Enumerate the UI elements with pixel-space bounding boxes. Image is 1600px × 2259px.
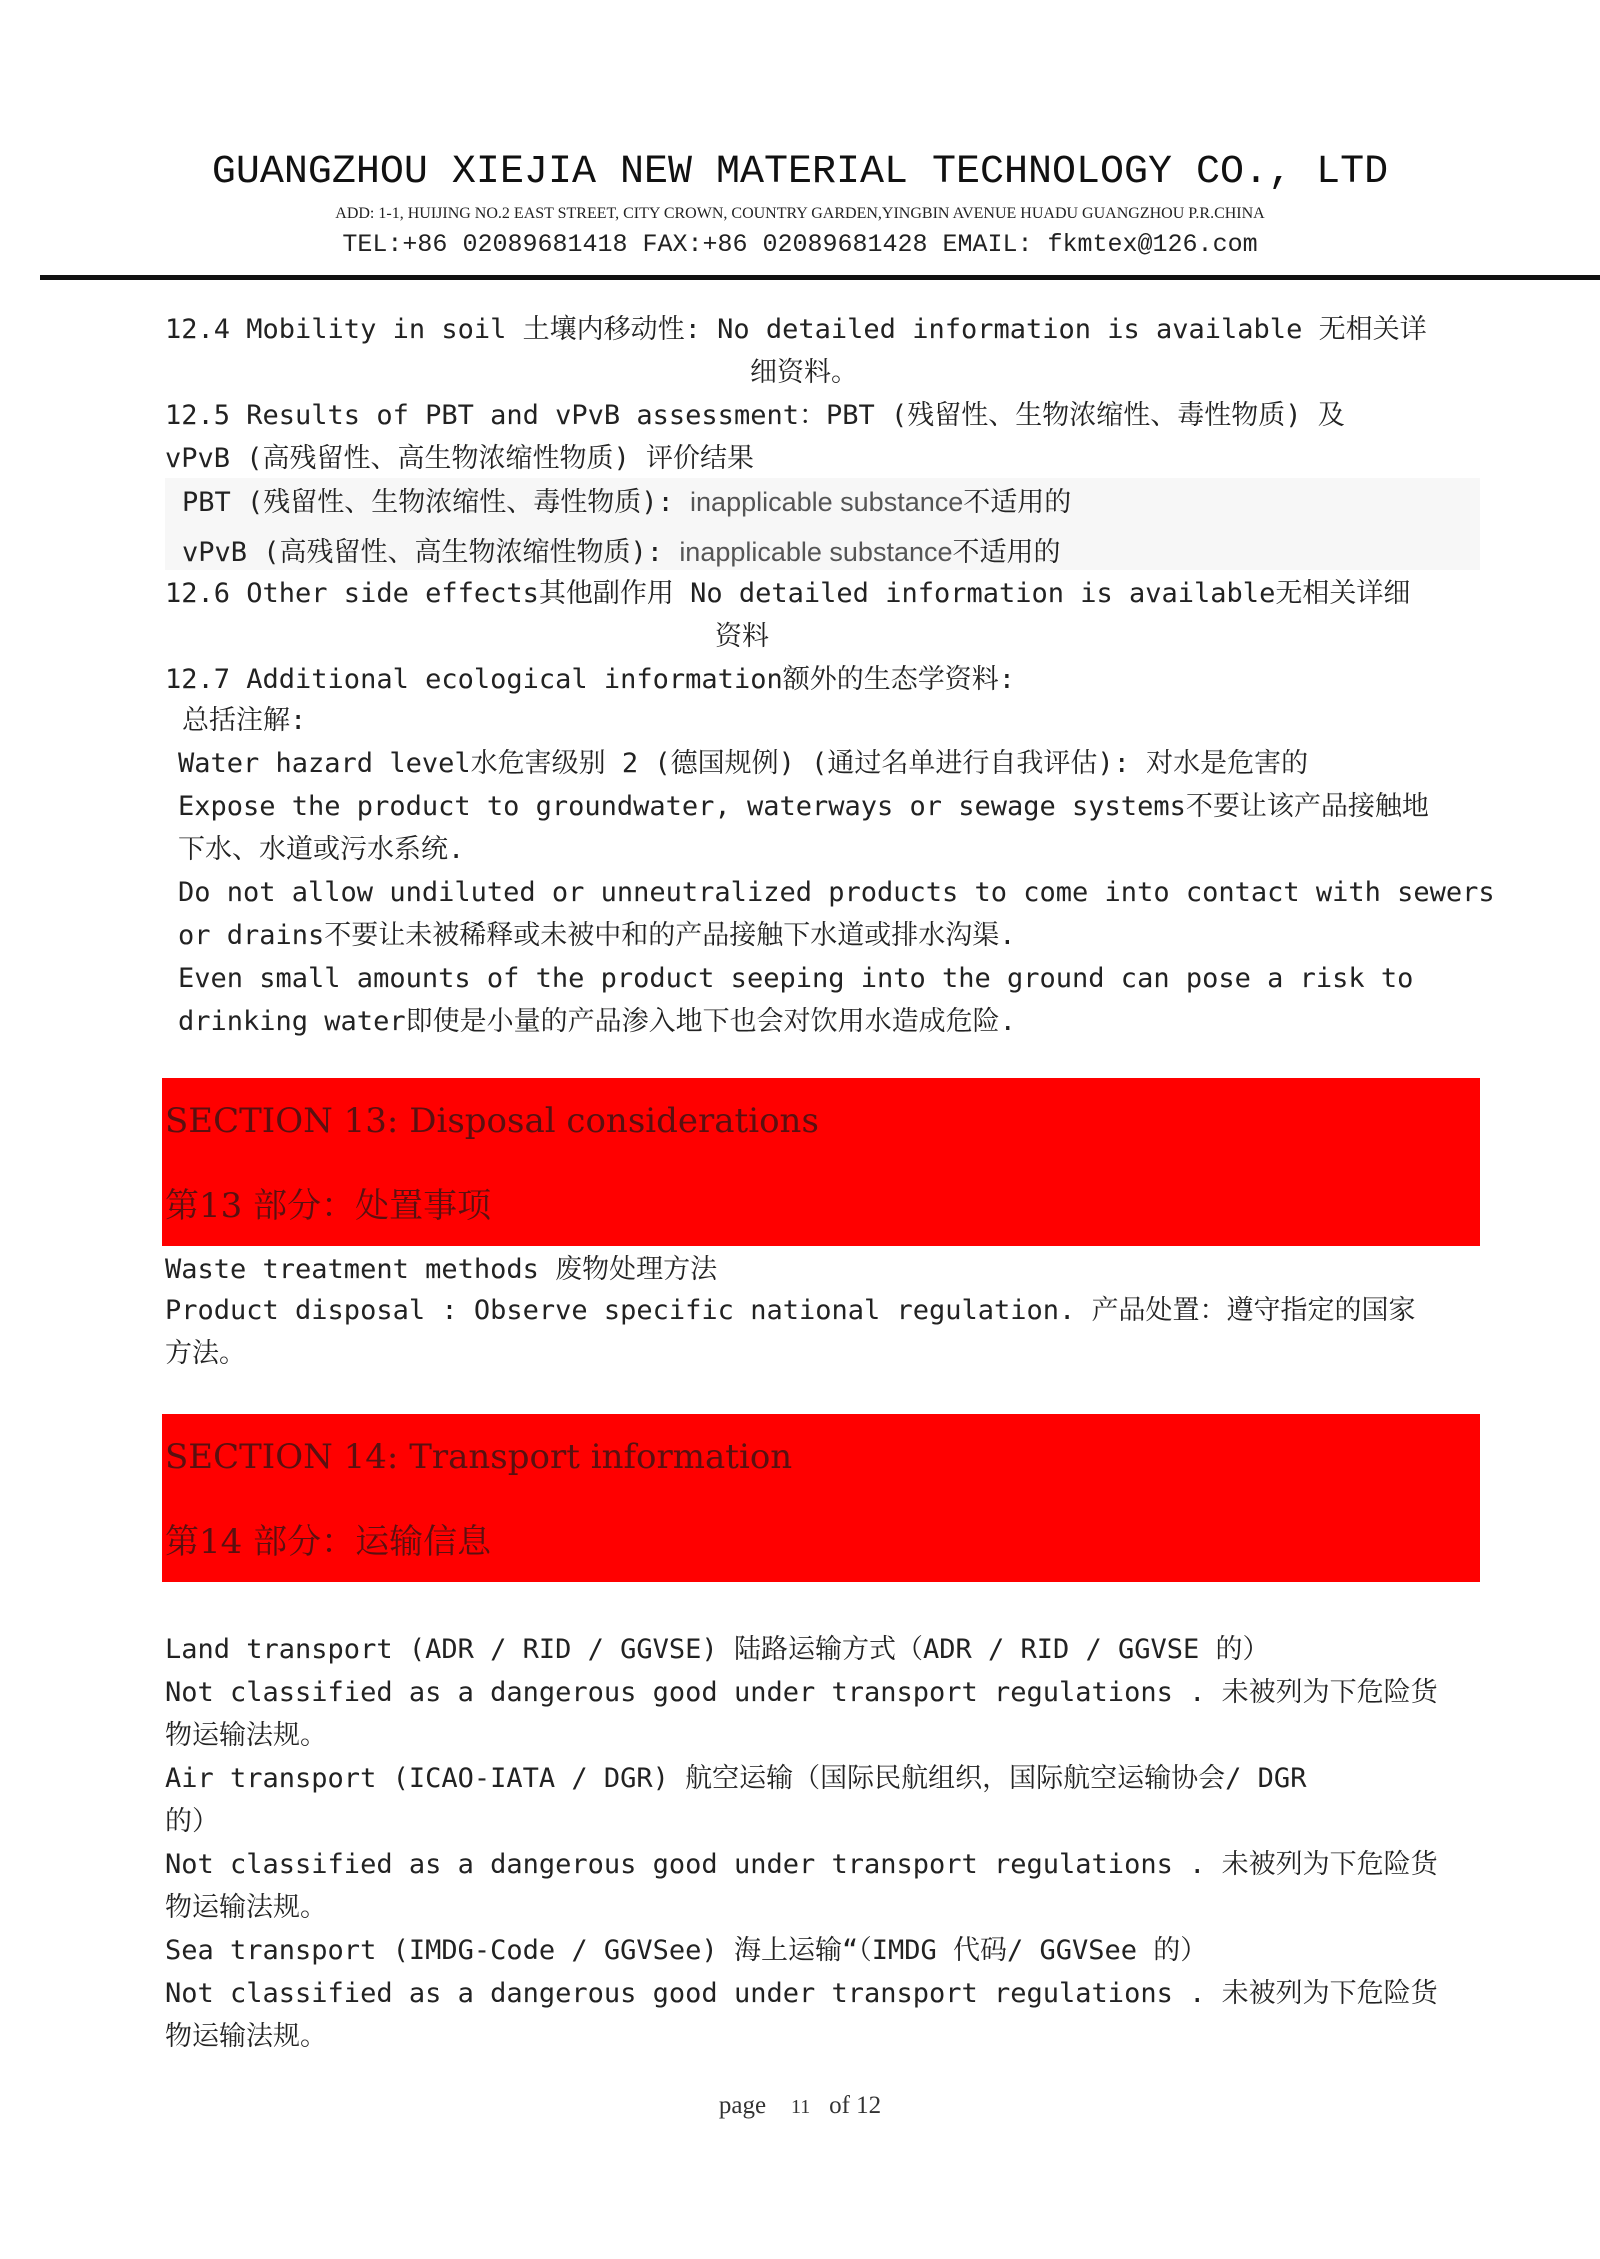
pbt-result-label: PBT (残留性、生物浓缩性、毒性物质): [182, 487, 691, 518]
page-number: 11 [791, 2096, 811, 2118]
air-not-classified-line-2: 物运输法规。 [165, 1892, 327, 1923]
pbt-result-cn: 不适用的 [963, 487, 1072, 518]
vpvb-result-row [182, 539, 1061, 566]
page-word: page [718, 2092, 767, 2119]
product-disposal-line-2: 方法。 [165, 1338, 246, 1369]
sea-not-classified-line-2: 物运输法规。 [165, 2021, 327, 2052]
air-transport-line-2: 的） [165, 1806, 219, 1837]
section-14-heading-en: SECTION 14: Transport information [165, 1437, 793, 1477]
land-not-classified-line-1: Not classified as a dangerous good under transport regulations . 未被列为下危险货 [165, 1677, 1438, 1708]
page-footer [0, 2092, 1600, 2120]
air-not-classified-line-1: Not classified as a dangerous good under transport regulations . 未被列为下危险货 [165, 1849, 1438, 1880]
undiluted-warning-line-1: Do not allow undiluted or unneutralized products to come into contact with sewers [178, 877, 1495, 908]
company-contact: TEL:+86 02089681418 FAX:+86 02089681428 EMAIL: fkmtex@126.com [342, 230, 1258, 259]
pbt-assessment-line-2: vPvB (高残留性、高生物浓缩性物质) 评价结果 [165, 443, 755, 474]
sea-not-classified-line-1: Not classified as a dangerous good under transport regulations . 未被列为下危险货 [165, 1978, 1438, 2009]
vpvb-result-label: vPvB (高残留性、高生物浓缩性物质): [182, 537, 680, 568]
section-14-banner [162, 1414, 1480, 1582]
section-14-heading-cn: 第14 部分：运输信息 [165, 1522, 492, 1562]
pbt-assessment-line-1: 12.5 Results of PBT and vPvB assessment：PBT (残留性、生物浓缩性、毒性物质) 及 [165, 400, 1345, 431]
sea-transport: Sea transport (IMDG-Code / GGVSee) 海上运输“（IMDG 代码/ GGVSee 的） [165, 1935, 1208, 1966]
other-side-effects-line-1: 12.6 Other side effects其他副作用 No detailed information is available无相关详细 [165, 578, 1411, 609]
land-not-classified-line-2: 物运输法规。 [165, 1720, 327, 1751]
land-transport: Land transport (ADR / RID / GGVSE) 陆路运输方式（ADR / RID / GGVSE 的） [165, 1634, 1270, 1665]
product-disposal-line-1: Product disposal : Observe specific national regulation. 产品处置：遵守指定的国家 [165, 1295, 1416, 1326]
company-address: ADD: 1-1, HUIJING NO.2 EAST STREET, CITY CROWN, COUNTRY GARDEN,YINGBIN AVENUE HUADU GUANGZHOU P.R.CHINA [335, 205, 1265, 222]
summary-label: 总括注解: [182, 705, 307, 736]
total-pages: 12 [856, 2092, 882, 2119]
other-side-effects-line-2: 资料 [715, 621, 769, 652]
expose-warning-line-2: 下水、水道或污水系统. [178, 834, 465, 865]
section-13-heading-en: SECTION 13: Disposal considerations [165, 1101, 819, 1141]
pbt-result-row [182, 489, 1071, 516]
additional-ecological-info: 12.7 Additional ecological information额外的生态学资料: [165, 664, 1015, 695]
pbt-result-value: inapplicable substance [690, 487, 964, 517]
section-13-heading-cn: 第13 部分：处置事项 [165, 1186, 492, 1226]
section-13-banner [162, 1078, 1480, 1246]
of-word: of [829, 2092, 850, 2119]
waste-treatment-methods: Waste treatment methods 废物处理方法 [165, 1254, 718, 1285]
water-hazard-level: Water hazard level水危害级别 2 (德国规例) (通过名单进行自我评估): 对水是危害的 [178, 748, 1309, 779]
header-divider [40, 275, 1600, 280]
expose-warning-line-1: Expose the product to groundwater, waterways or sewage systems不要让该产品接触地 [178, 791, 1429, 822]
mobility-in-soil-line-1: 12.4 Mobility in soil 土壤内移动性: No detailed information is available 无相关详 [165, 314, 1427, 345]
vpvb-result-value: inapplicable substance [679, 537, 953, 567]
small-amounts-warning-line-2: drinking water即使是小量的产品渗入地下也会对饮用水造成危险. [178, 1006, 1016, 1037]
small-amounts-warning-line-1: Even small amounts of the product seeping into the ground can pose a risk to [178, 963, 1414, 994]
vpvb-result-cn: 不适用的 [952, 537, 1061, 568]
mobility-in-soil-line-2: 细资料。 [750, 357, 858, 388]
company-name: GUANGZHOU XIEJIA NEW MATERIAL TECHNOLOGY CO., LTD [211, 150, 1389, 195]
air-transport-line-1: Air transport (ICAO-IATA / DGR) 航空运输（国际民航组织，国际航空运输协会/ DGR [165, 1763, 1307, 1794]
undiluted-warning-line-2: or drains不要让未被稀释或未被中和的产品接触下水道或排水沟渠. [178, 920, 1016, 951]
